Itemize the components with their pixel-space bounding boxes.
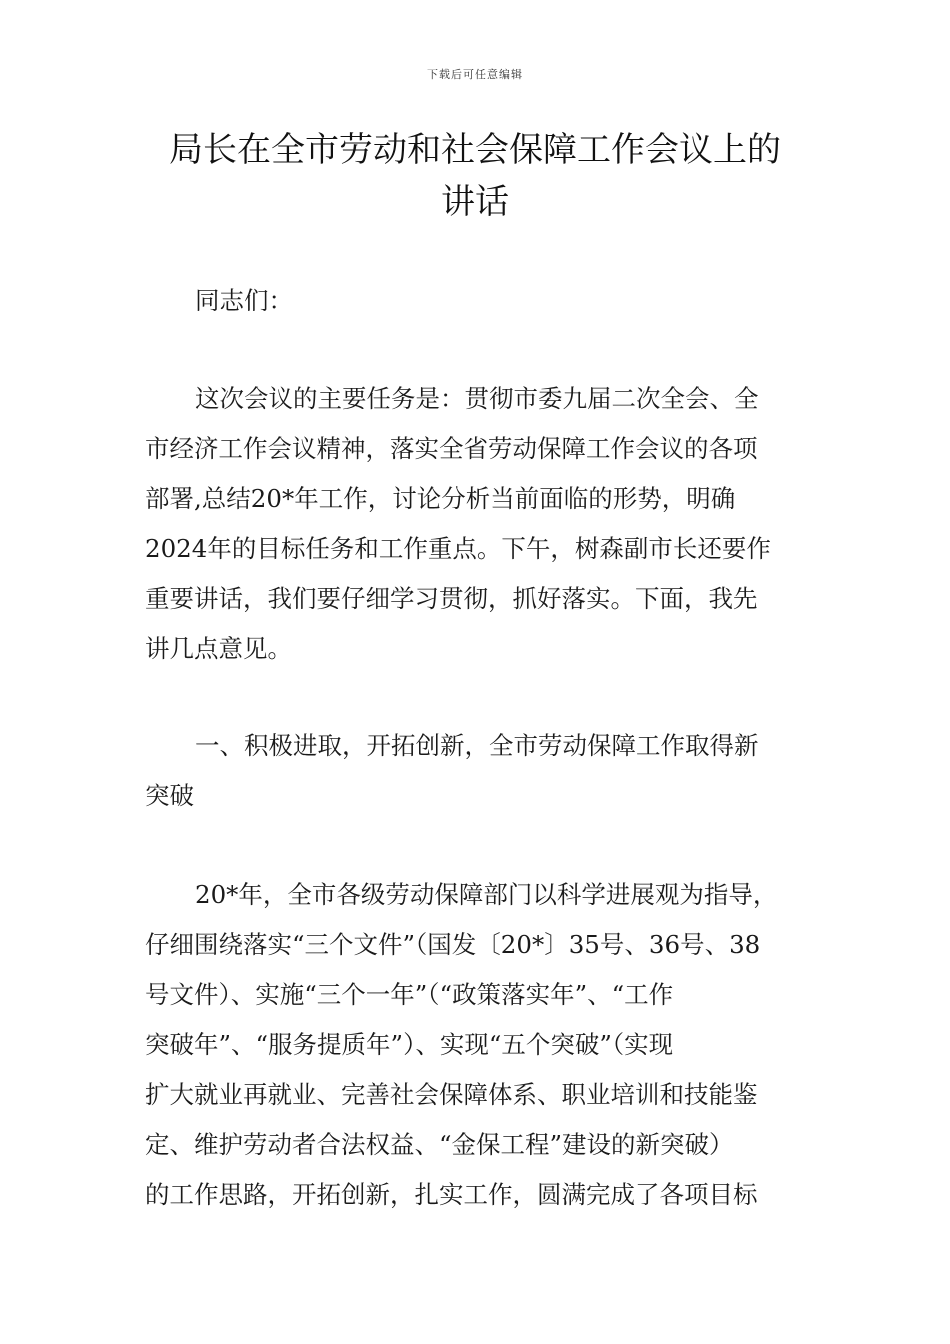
body-line: 仔细围绕落实“三个文件”（国发〔20*〕35号、36号、38	[145, 930, 761, 959]
section-heading-1	[145, 721, 807, 821]
title-line-2: 讲话	[441, 182, 509, 222]
intro-line: 这次会议的主要任务是：贯彻市委九届二次全会、全	[195, 384, 759, 413]
body-line: 20*年，全市各级劳动保障部门以科学进展观为指导，	[195, 880, 778, 909]
body-line: 扩大就业再就业、完善社会保障体系、职业培训和技能鉴	[145, 1080, 758, 1109]
intro-line: 部署,总结20*年工作，讨论分析当前面临的形势，明确	[145, 484, 736, 513]
salutation-text: 同志们：	[195, 286, 293, 315]
section-heading-line: 一、积极进取，开拓创新，全市劳动保障工作取得新	[195, 731, 759, 760]
body-line: 突破年”、“服务提质年”）、实现“五个突破”（实现	[145, 1030, 674, 1059]
intro-paragraph	[145, 374, 807, 674]
intro-line: 重要讲话，我们要仔细学习贯彻，抓好落实。下面，我先	[145, 584, 758, 613]
header-note: 下载后可任意编辑	[427, 68, 523, 81]
title-line-1: 局长在全市劳动和社会保障工作会议上的	[169, 130, 781, 170]
section-heading-line: 突破	[145, 781, 194, 810]
body-line: 的工作思路，开拓创新，扎实工作，圆满完成了各项目标	[145, 1180, 758, 1209]
intro-line: 2024年的目标任务和工作重点。下午，树森副市长还要作	[145, 534, 771, 563]
salutation-paragraph	[145, 276, 807, 326]
body-line: 定、维护劳动者合法权益、“金保工程”建设的新突破）	[145, 1130, 734, 1159]
body-paragraph-1	[145, 870, 807, 1220]
document-title	[145, 124, 805, 228]
intro-line: 市经济工作会议精神，落实全省劳动保障工作会议的各项	[145, 434, 758, 463]
intro-line: 讲几点意见。	[145, 634, 292, 663]
body-line: 号文件）、实施“三个一年”（“政策落实年”、“工作	[145, 980, 674, 1009]
